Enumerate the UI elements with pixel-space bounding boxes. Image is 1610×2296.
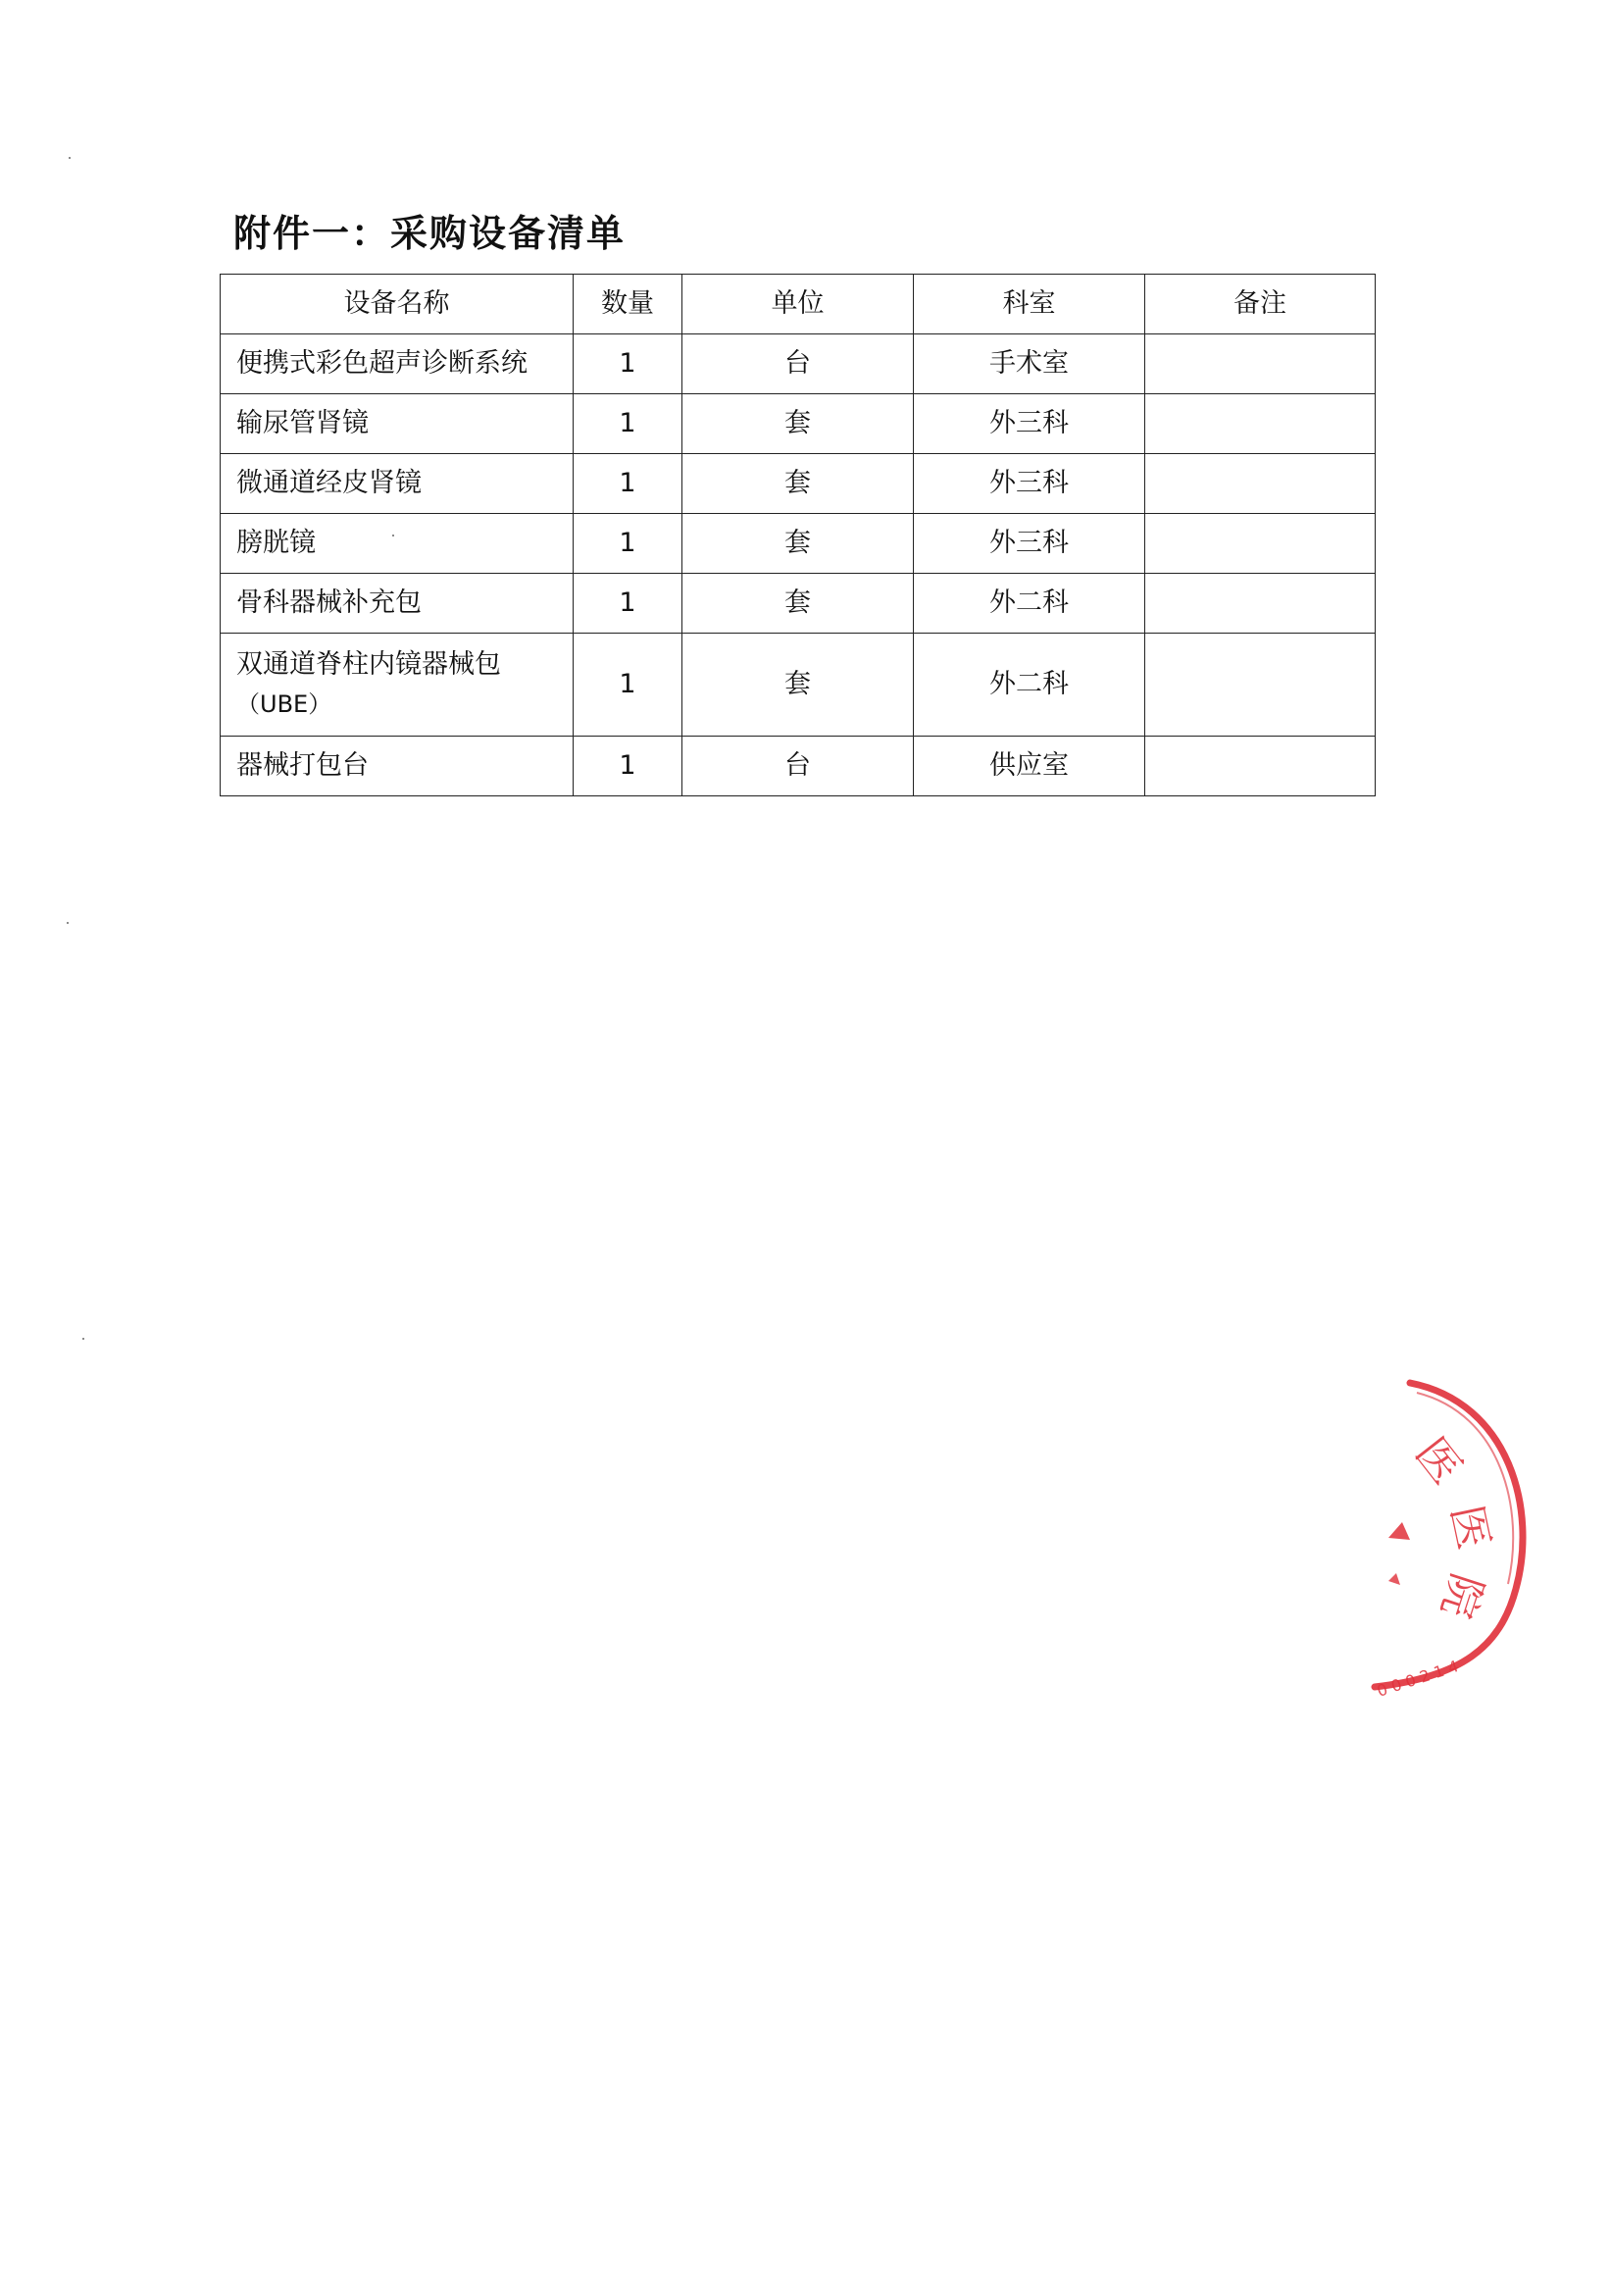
cell-department: 外二科	[914, 574, 1145, 634]
equipment-name-line: 双通道脊柱内镜器械包	[236, 649, 501, 680]
seal-serial-number: 000214	[1375, 1655, 1466, 1701]
header-unit: 单位	[682, 275, 914, 334]
scan-speck	[82, 1338, 84, 1340]
cell-equipment-name: 输尿管肾镜	[221, 394, 574, 454]
page-title: 附件一：采购设备清单	[233, 212, 627, 255]
cell-quantity: 1	[574, 454, 682, 514]
cell-equipment-name: 微通道经皮肾镜	[221, 454, 574, 514]
cell-remarks	[1145, 334, 1376, 394]
cell-department: 手术室	[914, 334, 1145, 394]
cell-quantity: 1	[574, 737, 682, 796]
cell-unit: 台	[682, 737, 914, 796]
cell-unit: 套	[682, 514, 914, 574]
header-remarks: 备注	[1145, 275, 1376, 334]
cell-remarks	[1145, 574, 1376, 634]
table-row	[221, 634, 1376, 737]
cell-department: 供应室	[914, 737, 1145, 796]
seal-star-icon	[1388, 1522, 1410, 1540]
cell-quantity: 1	[574, 634, 682, 737]
header-department: 科室	[914, 275, 1145, 334]
scan-speck	[67, 922, 69, 924]
official-seal-stamp	[1324, 1363, 1539, 1707]
seal-character: 院	[1431, 1567, 1492, 1624]
cell-unit: 台	[682, 334, 914, 394]
table-row	[221, 334, 1376, 394]
cell-quantity: 1	[574, 334, 682, 394]
cell-equipment-name: 便携式彩色超声诊断系统	[221, 334, 574, 394]
scan-speck	[69, 157, 71, 159]
cell-equipment-name	[221, 634, 574, 737]
cell-department: 外三科	[914, 514, 1145, 574]
cell-unit: 套	[682, 574, 914, 634]
cell-equipment-name: 膀胱镜	[221, 514, 574, 574]
header-quantity: 数量	[574, 275, 682, 334]
cell-quantity: 1	[574, 514, 682, 574]
cell-department: 外三科	[914, 394, 1145, 454]
cell-equipment-name: 骨科器械补充包	[221, 574, 574, 634]
cell-unit: 套	[682, 454, 914, 514]
seal-character: 医	[1440, 1501, 1499, 1554]
table-row	[221, 737, 1376, 796]
seal-star-icon	[1388, 1573, 1400, 1585]
cell-unit: 套	[682, 634, 914, 737]
cell-equipment-name: 器械打包台	[221, 737, 574, 796]
cell-remarks	[1145, 737, 1376, 796]
table-header-row	[221, 275, 1376, 334]
cell-unit: 套	[682, 394, 914, 454]
table-row	[221, 514, 1376, 574]
scan-speck	[392, 535, 394, 536]
cell-remarks	[1145, 394, 1376, 454]
equipment-name-abbreviation: （UBE）	[236, 690, 332, 718]
cell-department: 外二科	[914, 634, 1145, 737]
cell-quantity: 1	[574, 574, 682, 634]
cell-department: 外三科	[914, 454, 1145, 514]
cell-remarks	[1145, 514, 1376, 574]
header-equipment-name: 设备名称	[221, 275, 574, 334]
cell-remarks	[1145, 454, 1376, 514]
table-row	[221, 394, 1376, 454]
cell-remarks	[1145, 634, 1376, 737]
table-row	[221, 574, 1376, 634]
table-row	[221, 454, 1376, 514]
seal-character: 医	[1405, 1428, 1472, 1494]
cell-quantity: 1	[574, 394, 682, 454]
